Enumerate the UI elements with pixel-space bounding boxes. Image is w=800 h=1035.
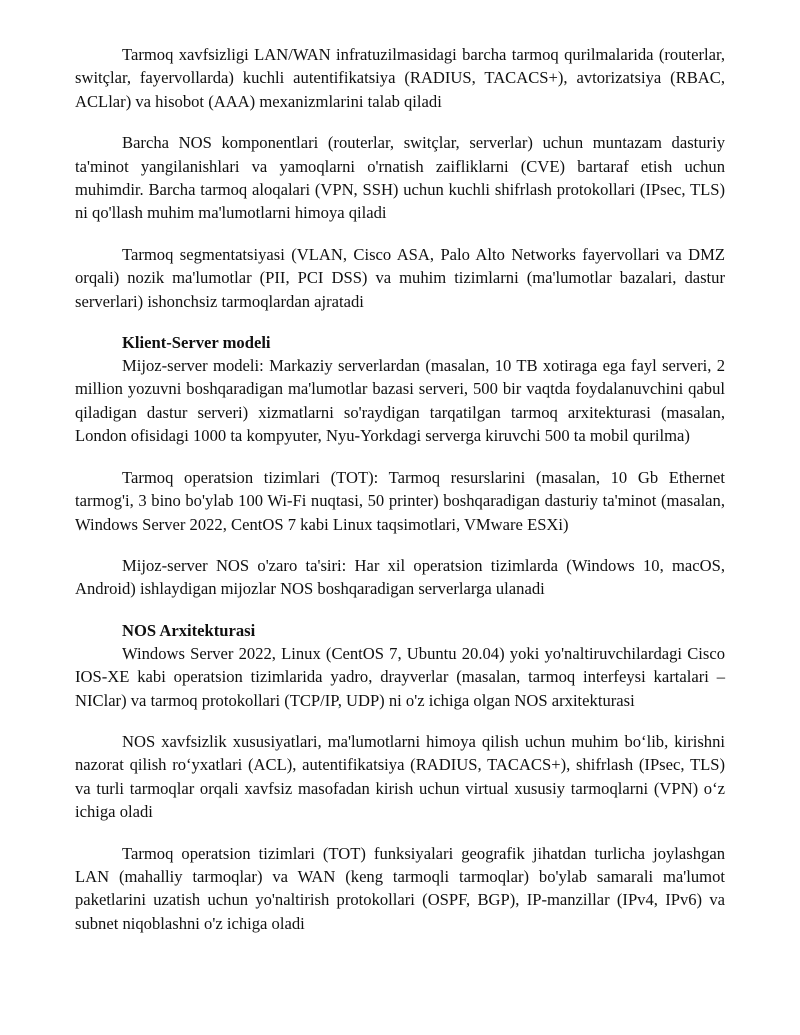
paragraph-client-server-nos-interaction: Mijoz-server NOS o'zaro ta'siri: Har xil operatsion tizimlarda (Windows 10, macOS, Android) ishlaydigan mijozlar NOS boshqaradigan serverlarga ulanadi [75, 555, 725, 599]
paragraph-client-server-model: Mijoz-server modeli: Markaziy serverlardan (masalan, 10 TB xotiraga ega fayl serveri, 2 million yozuvni boshqaradigan ma'lumotlar bazasi serveri, 500 bir vaqtda foydalanuvchini qabul qiladigan dastur serveri) xizmatlarni so'raydigan tarqatilgan tarmoq arxitekturasi (masalan, London ofisidagi 1000 ta kompyuter, Nyu-Yorkdagi serverga kiruvchi 500 ta mobil qurilma) [75, 356, 725, 446]
section-heading-nos-architecture: NOS Arxitekturasi [122, 620, 256, 640]
document-page [75, 43, 725, 953]
section-heading-client-server: Klient-Server modeli [122, 333, 271, 353]
paragraph-nos-architecture: Windows Server 2022, Linux (CentOS 7, Ubuntu 20.04) yoki yo'naltiruvchilardagi Cisco IOS-XE kabi operatsion tizimlarida yadro, drayverlar (masalan, tarmoq interfeysi kartalari – NIClar) va tarmoq protokollari (TCP/IP, UDP) ni o'z ichiga olgan NOS arxitekturasi [75, 643, 725, 710]
paragraph-software-updates-encryption: Barcha NOS komponentlari (routerlar, switçlar, serverlar) uchun muntazam dasturiy ta'minot yangilanishlari va yamoqlarni o'rnatish zaifliklarni (CVE) bartaraf etish uchun muhimdir. Barcha tarmoq aloqalari (VPN, SSH) uchun kuchli shifrlash protokollari (IPsec, TLS) ni qo'llash muhim ma'lumotlarni himoya qiladi [75, 133, 725, 223]
paragraph-nos-security-features: NOS xavfsizlik xususiyatlari, ma'lumotlarni himoya qilish uchun muhim bo‘lib, kirishni nazorat qilish ro‘yxatlari (ACL), autentifikatsiya (RADIUS, TACACS+), shifrlash (IPsec, TLS) va turli tarmoqlar orqali xavfsiz masofadan kirish uchun virtual xususiy tarmoqlarni (VPN) o‘z ichiga oladi [75, 731, 725, 822]
paragraph-network-operating-systems: Tarmoq operatsion tizimlari (TOT): Tarmoq resurslarini (masalan, 10 Gb Ethernet tarmog'i, 3 bino bo'ylab 100 Wi-Fi nuqtasi, 50 printer) boshqaradigan dasturiy ta'minot (masalan, Windows Server 2022, CentOS 7 kabi Linux taqsimotlari, VMware ESXi) [75, 467, 725, 534]
paragraph-network-segmentation: Tarmoq segmentatsiyasi (VLAN, Cisco ASA, Palo Alto Networks fayervollari va DMZ orqali) nozik ma'lumotlar (PII, PCI DSS) va muhim tizimlarni (ma'lumotlar bazalari, dastur serverlari) ishonchsiz tarmoqlardan ajratadi [75, 244, 725, 311]
paragraph-network-security-aaa: Tarmoq xavfsizligi LAN/WAN infratuzilmasidagi barcha tarmoq qurilmalarida (routerlar, switçlar, fayervollarda) kuchli autentifikatsiya (RADIUS, TACACS+), avtorizatsiya (RBAC, ACLlar) va hisobot (AAA) mexanizmlarini talab qiladi [75, 45, 725, 111]
paragraph-tot-functions: Tarmoq operatsion tizimlari (TOT) funksiyalari geografik jihatdan turlicha joylashgan LAN (mahalliy tarmoqlar) va WAN (keng tarmoqli tarmoqlar) bo'ylab samarali ma'lumot paketlarini uzatish uchun yo'naltirish protokollari (OSPF, BGP), IP-manzillar (IPv4, IPv6) va subnet niqoblashni o'z ichiga oladi [75, 843, 725, 933]
